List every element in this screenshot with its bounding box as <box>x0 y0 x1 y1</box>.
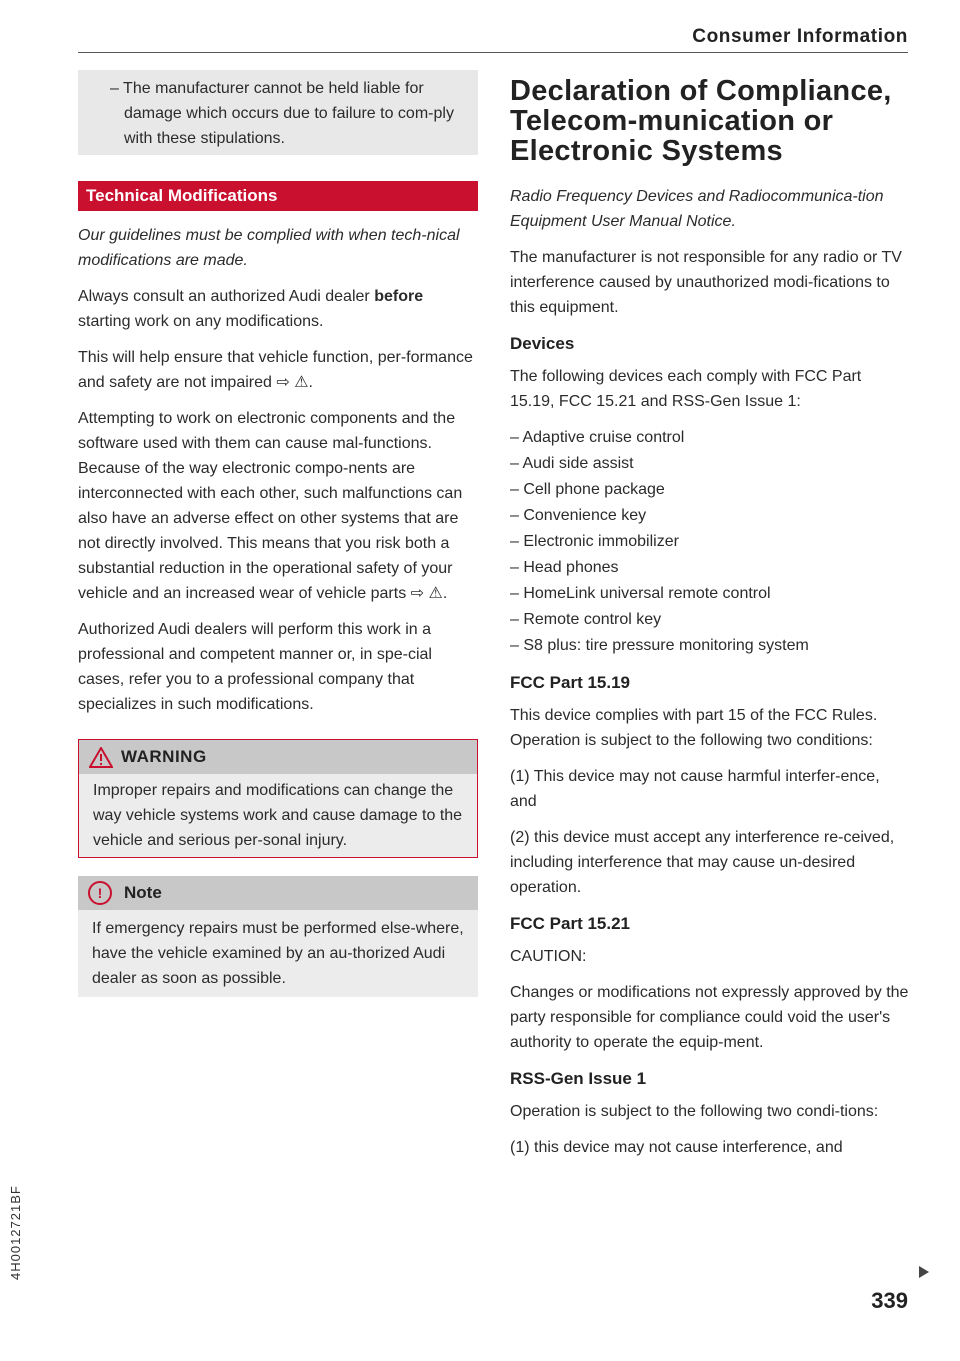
paragraph-authorized-dealers: Authorized Audi dealers will perform this work in a professional and competent manner or, in spe-cial cases, refer you to a professional company that specializes in such modifications. <box>78 621 432 713</box>
header-rule <box>78 52 908 53</box>
fcc-1519-paragraph-3: (2) this device must accept any interference re-ceived, including interference that may cause un-desired operation. <box>510 829 895 896</box>
list-item: – S8 plus: tire pressure monitoring system <box>510 637 809 654</box>
warning-box <box>78 739 478 858</box>
note-header <box>78 876 478 910</box>
list-item: – Head phones <box>510 559 619 576</box>
fcc-1519-heading: FCC Part 15.19 <box>510 673 630 692</box>
paragraph-electronic-components: Attempting to work on electronic components and the software used with them can cause mal-functions. Because of the way electronic compo-nents are interconnected with each other, such malfunctions can also have an adverse effect on other systems that are not directly involved. This means that you risk both a substantial reduction in the operational safety of your vehicle and an increased wear of vehicle parts ⇨ ⚠. <box>78 410 463 602</box>
list-item: – HomeLink universal remote control <box>510 585 771 602</box>
devices-heading: Devices <box>510 334 575 353</box>
page-header-title: Consumer Information <box>692 26 908 47</box>
section-heading-technical-modifications: Technical Modifications <box>78 181 478 211</box>
list-item: – Remote control key <box>510 611 662 628</box>
fcc-1521-caution: CAUTION: <box>510 948 587 965</box>
warning-triangle-icon <box>89 747 113 768</box>
left-column <box>78 70 478 997</box>
warning-text: Improper repairs and modifications can change the way vehicle systems work and cause damage to the vehicle and serious per-sonal injury. <box>93 782 463 849</box>
devices-list <box>510 425 910 659</box>
fcc-1521-paragraph: Changes or modifications not expressly approved by the party responsible for compliance could void the user's authority to operate the equip-ment. <box>510 984 909 1051</box>
section-intro: Our guidelines must be complied with when tech-nical modifications are made. <box>78 227 460 269</box>
rss-gen-heading: RSS-Gen Issue 1 <box>510 1069 647 1088</box>
declaration-subtitle: Radio Frequency Devices and Radiocommunica-tion Equipment User Manual Notice. <box>510 188 884 230</box>
list-item: – Audi side assist <box>510 455 634 472</box>
consult-text-b: starting work on any modifications. <box>78 313 324 330</box>
warning-header <box>79 740 477 774</box>
continue-arrow-icon <box>918 1265 930 1279</box>
fcc-1521-heading: FCC Part 15.21 <box>510 914 630 933</box>
page-number: 339 <box>871 1288 908 1313</box>
note-body <box>78 910 478 997</box>
consult-text-a: Always consult an authorized Audi dealer <box>78 288 370 305</box>
info-exclamation-icon: ! <box>88 881 112 905</box>
list-item: – Electronic immobilizer <box>510 533 679 550</box>
list-item: – Cell phone package <box>510 481 665 498</box>
fcc-1519-paragraph-2: (1) This device may not cause harmful interfer-ence, and <box>510 768 880 810</box>
warning-body <box>79 774 477 857</box>
consult-text-bold: before <box>374 288 424 305</box>
note-text: If emergency repairs must be performed else-where, have the vehicle examined by an au-thorized Audi dealer as soon as possible. <box>92 920 464 987</box>
note-title: Note <box>124 883 162 902</box>
warning-title: WARNING <box>121 747 207 766</box>
side-document-code: 4H0012721BF <box>8 1185 23 1280</box>
paragraph-vehicle-function: This will help ensure that vehicle function, per-formance and safety are not impaired ⇨ ⚠. <box>78 349 473 391</box>
liability-box <box>78 70 478 155</box>
interference-paragraph: The manufacturer is not responsible for any radio or TV interference caused by unauthorized modi-fications to this equipment. <box>510 249 902 316</box>
note-box <box>78 876 478 997</box>
list-item: – Convenience key <box>510 507 647 524</box>
fcc-1519-paragraph-1: This device complies with part 15 of the FCC Rules. Operation is subject to the following two conditions: <box>510 707 878 749</box>
devices-intro: The following devices each comply with FCC Part 15.19, FCC 15.21 and RSS-Gen Issue 1: <box>510 368 862 410</box>
paragraph-consult-dealer <box>78 284 478 334</box>
rss-gen-paragraph-2: (1) this device may not cause interference, and <box>510 1139 843 1156</box>
right-column <box>510 70 910 1171</box>
rss-gen-paragraph-1: Operation is subject to the following two condi-tions: <box>510 1103 879 1120</box>
list-item: – Adaptive cruise control <box>510 429 685 446</box>
liability-text: – The manufacturer cannot be held liable for damage which occurs due to failure to com-ply with these stipulations. <box>110 80 454 147</box>
declaration-title: Declaration of Compliance, Telecom-munication or Electronic Systems <box>510 75 892 167</box>
